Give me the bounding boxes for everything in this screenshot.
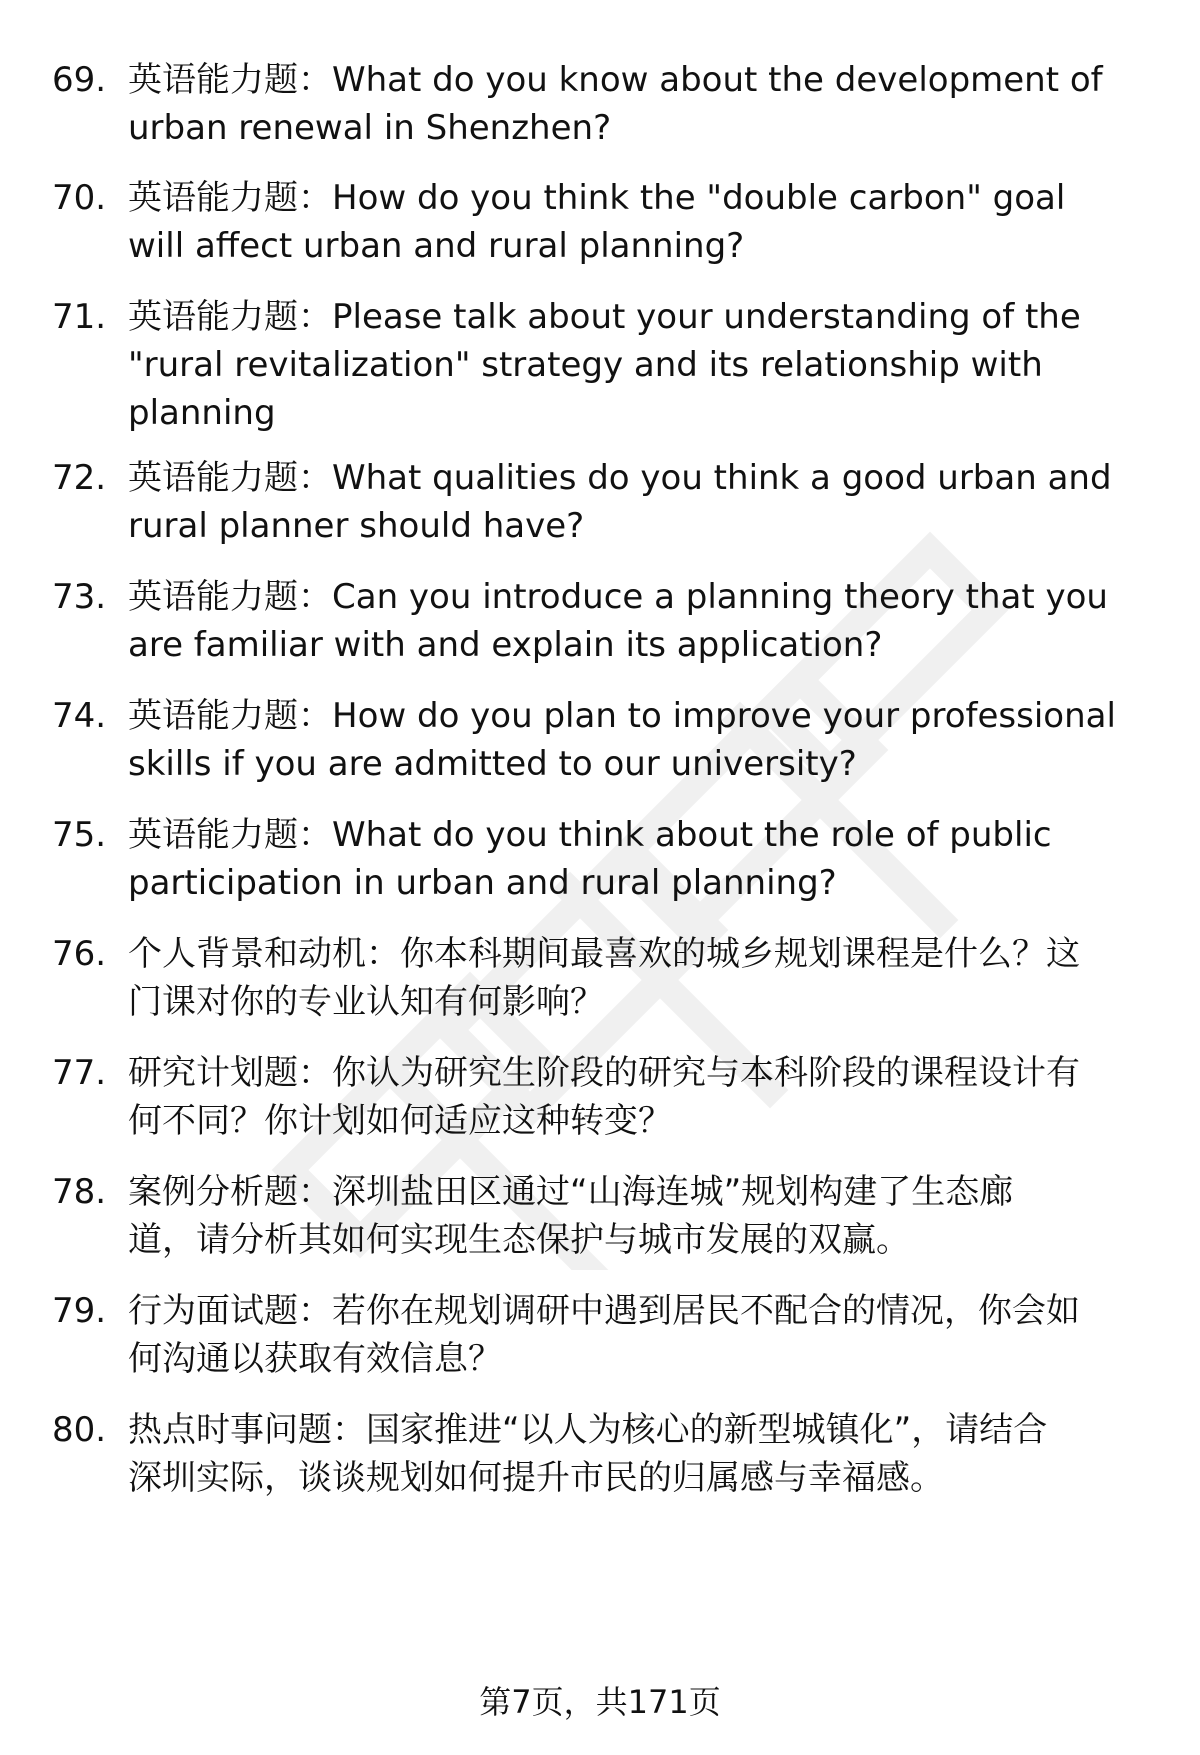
question-text — [128, 1287, 1158, 1383]
question-line: 道，请分析其如何实现生态保护与城市发展的双赢。 — [128, 1220, 910, 1260]
question-line: "rural revitalization" strategy and its relationship with — [128, 345, 1043, 385]
question-text — [128, 454, 1158, 550]
question-line: 何不同？你计划如何适应这种转变？ — [128, 1101, 672, 1141]
question-number: 75. — [52, 815, 107, 855]
question-line: 英语能力题：Please talk about your understanding of the — [128, 297, 1081, 337]
question-text — [128, 174, 1158, 270]
question-text — [128, 692, 1158, 788]
question-line: urban renewal in Shenzhen? — [128, 108, 612, 148]
question-number: 80. — [52, 1410, 107, 1450]
question-line: 门课对你的专业认知有何影响？ — [128, 982, 604, 1022]
question-line: 英语能力题：What do you think about the role of public — [128, 815, 1052, 855]
question-number: 78. — [52, 1172, 107, 1212]
question-line: will affect urban and rural planning? — [128, 226, 745, 266]
question-number: 77. — [52, 1053, 107, 1093]
question-line: are familiar with and explain its application? — [128, 625, 883, 665]
question-text — [128, 1049, 1158, 1145]
question-text — [128, 1168, 1158, 1264]
question-line: 英语能力题：What qualities do you think a good urban and — [128, 458, 1112, 498]
question-text — [128, 293, 1158, 437]
question-number: 76. — [52, 934, 107, 974]
question-text — [128, 811, 1158, 907]
question-line: planning — [128, 393, 276, 433]
question-line: 热点时事问题：国家推进“以人为核心的新型城镇化”，请结合 — [128, 1410, 1048, 1450]
question-line: rural planner should have? — [128, 506, 585, 546]
question-line: skills if you are admitted to our university? — [128, 744, 857, 784]
question-text — [128, 56, 1158, 152]
question-number: 71. — [52, 297, 107, 337]
question-line: 英语能力题：How do you plan to improve your professional — [128, 696, 1116, 736]
question-line: 何沟通以获取有效信息？ — [128, 1339, 502, 1379]
question-line: 行为面试题：若你在规划调研中遇到居民不配合的情况，你会如 — [128, 1291, 1080, 1331]
question-number: 74. — [52, 696, 107, 736]
question-number: 73. — [52, 577, 107, 617]
question-number: 69. — [52, 60, 107, 100]
question-text — [128, 573, 1158, 669]
question-line: 英语能力题：How do you think the "double carbon" goal — [128, 178, 1066, 218]
question-text — [128, 930, 1158, 1026]
question-line: 个人背景和动机：你本科期间最喜欢的城乡规划课程是什么？这 — [128, 934, 1080, 974]
question-line: 英语能力题：What do you know about the development of — [128, 60, 1103, 100]
page-footer: 第7页，共171页 — [479, 1683, 721, 1721]
question-number: 79. — [52, 1291, 107, 1331]
question-line: 研究计划题：你认为研究生阶段的研究与本科阶段的课程设计有 — [128, 1053, 1080, 1093]
question-line: 案例分析题：深圳盐田区通过“山海连城”规划构建了生态廊 — [128, 1172, 1014, 1212]
question-text — [128, 1406, 1158, 1502]
question-number: 72. — [52, 458, 107, 498]
question-line: 英语能力题：Can you introduce a planning theory that you — [128, 577, 1108, 617]
question-line: 深圳实际，谈谈规划如何提升市民的归属感与幸福感。 — [128, 1458, 944, 1498]
question-line: participation in urban and rural planning? — [128, 863, 837, 903]
question-number: 70. — [52, 178, 107, 218]
